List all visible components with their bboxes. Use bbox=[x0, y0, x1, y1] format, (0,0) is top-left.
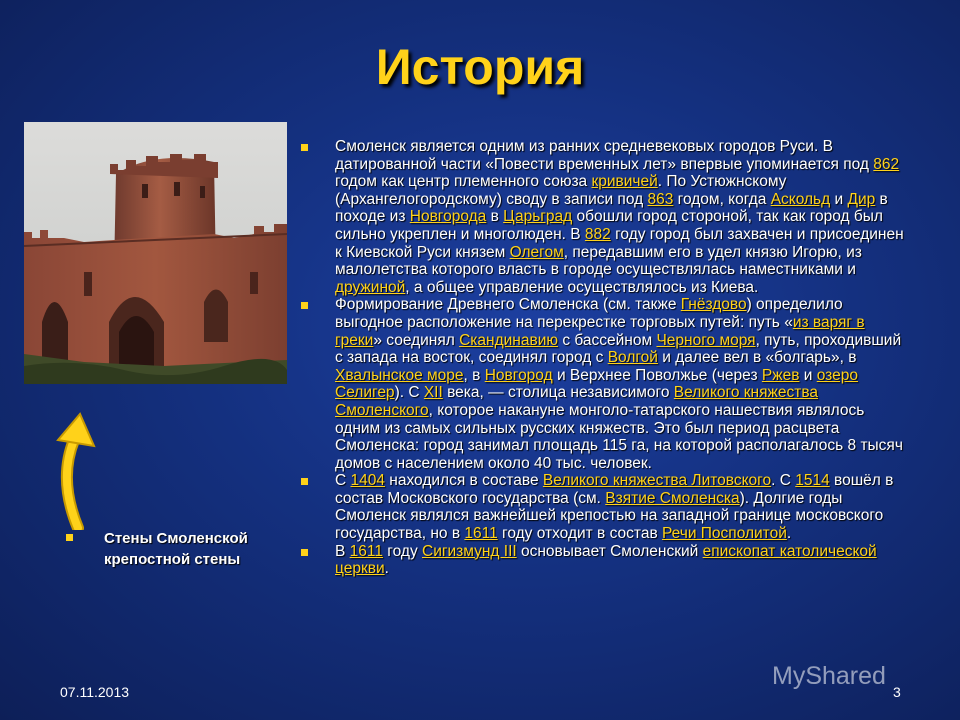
footer-date: 07.11.2013 bbox=[60, 684, 130, 700]
text-run: , которое накануне монголо-татарского нашествия являлось одним из самых сильных русских княжеств. Это был период расцвета Смоленска: город занимал площадь 115 га, на которой располагалось 8 тысяч домов с населением около 40 тыс. человек. bbox=[335, 401, 903, 472]
text-link[interactable]: 863 bbox=[647, 190, 674, 208]
text-run: , путь, проходивший с запада на восток, соединял город с bbox=[335, 331, 902, 367]
text-link[interactable]: 1611 bbox=[464, 525, 498, 543]
text-run: ). С bbox=[394, 384, 424, 402]
text-link[interactable]: Волгой bbox=[607, 349, 658, 367]
bullet-icon bbox=[301, 302, 308, 309]
text-run: годом, когда bbox=[673, 190, 771, 208]
slide-number: 3 bbox=[893, 684, 901, 700]
text-link[interactable]: 1404 bbox=[350, 472, 385, 490]
text-link[interactable]: Хвалынское море bbox=[335, 366, 464, 384]
paragraph bbox=[300, 543, 908, 578]
text-run: в bbox=[486, 208, 504, 226]
text-run: , а общее управление осуществлялось из Киева. bbox=[405, 278, 759, 296]
photo-caption bbox=[66, 528, 296, 570]
text-link[interactable]: 1514 bbox=[795, 472, 830, 490]
text-run: Формирование Древнего Смоленска (см. также bbox=[335, 296, 681, 314]
text-link[interactable]: Гнёздово bbox=[680, 296, 747, 314]
history-text bbox=[300, 138, 908, 578]
text-run: находился в составе bbox=[384, 472, 543, 490]
text-run: вошёл в состав Московского государства (см. bbox=[335, 472, 894, 507]
text-link[interactable]: 882 bbox=[584, 225, 611, 243]
text-run: , передавшим его в удел князю Игорю, из малолетства которого власть в городе осуществлялась наместниками и bbox=[335, 243, 862, 279]
text-run: в походе из bbox=[335, 190, 888, 226]
text-run: Смоленск является одним из ранних средневековых городов Руси. В датированной части «Повести временных лет» впервые упоминается под bbox=[335, 138, 874, 173]
text-link[interactable]: Черного моря bbox=[656, 331, 756, 349]
text-link[interactable]: Скандинавию bbox=[459, 331, 559, 349]
text-run: ) определило выгодное расположение на перекрестке торговых путей: путь « bbox=[335, 296, 843, 331]
fortress-photo-image bbox=[24, 122, 287, 384]
text-link[interactable]: Новгорода bbox=[409, 208, 487, 226]
text-link[interactable]: Великого княжества Смоленского bbox=[335, 384, 819, 419]
text-link[interactable]: озеро Селигер bbox=[335, 366, 858, 402]
text-link[interactable]: кривичей bbox=[591, 173, 658, 191]
text-run: и Верхнее Поволжье (через bbox=[552, 366, 762, 384]
text-run: и bbox=[799, 366, 817, 384]
text-run: году отходит в состав bbox=[497, 525, 662, 543]
text-link[interactable]: 1611 bbox=[349, 542, 383, 560]
text-link[interactable]: XII bbox=[423, 384, 443, 402]
photo-caption-text: Стены Смоленской крепостной стены bbox=[104, 530, 248, 568]
text-run: . С bbox=[771, 472, 796, 490]
text-link[interactable]: Олегом bbox=[509, 243, 564, 261]
text-run: году bbox=[383, 542, 422, 560]
text-link[interactable]: 862 bbox=[873, 155, 900, 173]
paragraph bbox=[300, 138, 908, 296]
text-link[interactable]: Аскольд bbox=[770, 190, 831, 208]
curved-arrow-icon bbox=[40, 410, 120, 530]
text-link[interactable]: Царьград bbox=[503, 208, 573, 226]
text-link[interactable]: Новгород bbox=[484, 366, 553, 384]
watermark: MyShared bbox=[772, 662, 886, 690]
text-run: века, — столица независимого bbox=[442, 384, 674, 402]
bullet-icon bbox=[301, 478, 308, 485]
bullet-icon bbox=[301, 144, 308, 151]
text-run: годом как центр племенного союза bbox=[335, 173, 592, 191]
fortress-photo bbox=[24, 122, 287, 384]
text-run: В bbox=[335, 542, 350, 560]
bullet-icon bbox=[301, 549, 308, 556]
text-run: и далее вел в «болгарь», в bbox=[657, 349, 857, 367]
text-run: году город был захвачен и присоединен к Киевской Руси князем bbox=[335, 225, 904, 261]
paragraph bbox=[300, 296, 908, 472]
text-run: . bbox=[786, 525, 792, 543]
text-link[interactable]: Сигизмунд III bbox=[422, 542, 517, 560]
text-link[interactable]: Ржев bbox=[761, 366, 800, 384]
text-link[interactable]: Великого княжества Литовского bbox=[542, 472, 772, 490]
paragraph bbox=[300, 472, 908, 542]
text-run: С bbox=[335, 472, 351, 490]
text-link[interactable]: Речи Посполитой bbox=[661, 525, 787, 543]
text-run: основывает Смоленский bbox=[516, 542, 703, 560]
text-run: . По Устюжнскому (Архангелогородскому) своду в записи под bbox=[335, 173, 787, 208]
text-run: с бассейном bbox=[558, 331, 657, 349]
text-run: ). Долгие годы Смоленск являлся важнейшей крепостью на западной границе московского государства, но в bbox=[335, 489, 884, 543]
text-link[interactable]: епископат католической церкви bbox=[335, 542, 877, 578]
caption-bullet-icon bbox=[66, 534, 73, 541]
text-run: , в bbox=[463, 366, 485, 384]
text-link[interactable]: Дир bbox=[847, 190, 876, 208]
text-link[interactable]: Взятие Смоленска bbox=[605, 489, 740, 507]
text-link[interactable]: дружиной bbox=[335, 278, 406, 296]
text-link[interactable]: из варяг в греки bbox=[335, 313, 865, 349]
text-run: » соединял bbox=[373, 331, 460, 349]
text-run: . bbox=[384, 560, 389, 578]
text-run: обошли город стороной, так как город был сильно укреплен и многолюден. В bbox=[335, 208, 883, 243]
slide-title: История bbox=[375, 39, 585, 95]
text-run: и bbox=[830, 190, 848, 208]
